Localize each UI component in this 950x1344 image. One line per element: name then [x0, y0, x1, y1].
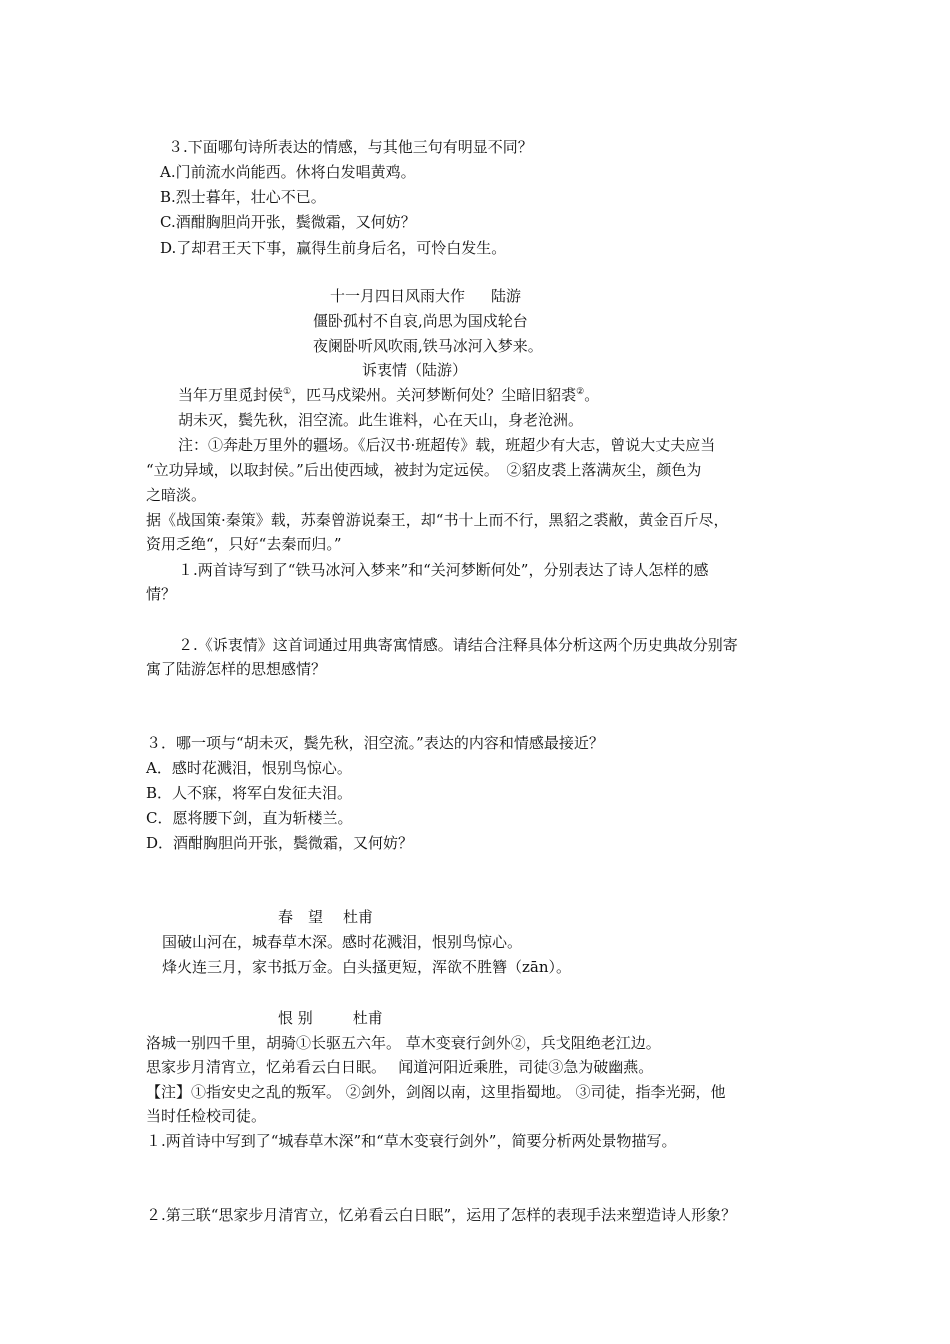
note-line: 【注】①指安史之乱的叛军。 ②剑外，剑阁以南，这里指蜀地。 ③司徒，指李光弼，他 [146, 1083, 726, 1101]
footnote-marker: ② [576, 387, 585, 397]
poem-author: 陆游 [491, 287, 522, 305]
poem-title [330, 286, 521, 306]
question-2: ２.第三联“思家步月清宵立，忆弟看云白日眠”，运用了怎样的表现手法来塑造诗人形象？ [146, 1206, 737, 1224]
question-2: ２.《诉衷情》这首词通过用典寄寓情感。请结合注释具体分析这两个历史典故分别寄 [178, 636, 738, 654]
footnote-marker: ① [283, 387, 292, 397]
question-1-cont: 情？ [146, 585, 177, 603]
poem-line: 夜阑卧听风吹雨,铁马冰河入梦来。 [313, 337, 543, 355]
question-2-cont: 寓了陆游怎样的思想感情？ [146, 660, 327, 678]
poem-author: 杜甫 [352, 1009, 383, 1027]
poem-text: 当年万里觅封侯 [178, 386, 284, 404]
poem-line: 思家步月清宵立，忆弟看云白日眠。 闻道河阳近乘胜，司徒③急为破幽燕。 [146, 1058, 654, 1076]
option-d: D．酒酣胸胆尚开张，鬓微霜，又何妨？ [146, 834, 414, 852]
poem-text: ，匹马戍梁州。关河梦断何处？尘暗旧貂裘 [291, 386, 577, 404]
note-line: 据《战国策·秦策》载，苏秦曾游说秦王，却“书十上而不行，黑貂之裘敝，黄金百斤尽， [146, 511, 729, 529]
question-1: １.两首诗中写到了“城春草木深”和“草木变衰行剑外”，简要分析两处景物描写。 [146, 1132, 677, 1150]
question-1: １.两首诗写到了“铁马冰河入梦来”和“关河梦断何处”，分别表达了诗人怎样的感 [178, 561, 709, 579]
note-line: “立功异域，以取封侯。”后出使西域，被封为定远侯。 ②貂皮裘上落满灰尘，颜色为 [146, 461, 702, 479]
note-line: 当时任检校司徒。 [146, 1107, 267, 1125]
question-3-stem: ３．哪一项与“胡未灭，鬓先秋，泪空流。”表达的内容和情感最接近？ [146, 734, 604, 752]
poem-line: 烽火连三月，家书抵万金。白头搔更短，浑欲不胜簪（zān）。 [162, 958, 572, 976]
question-3-stem: ３.下面哪句诗所表达的情感，与其他三句有明显不同？ [168, 138, 533, 156]
option-c: C.酒酣胸胆尚开张，鬓微霜，又何妨？ [160, 213, 416, 231]
option-c: C．愿将腰下剑，直为斩楼兰。 [146, 809, 353, 827]
poem-line: 国破山河在，城春草木深。感时花溅泪，恨别鸟惊心。 [162, 933, 523, 951]
poem-line [178, 385, 599, 405]
poem-title: 诉衷情（陆游） [362, 361, 468, 379]
note-line: 注：①奔赴万里外的疆场。《后汉书·班超传》载，班超少有大志，曾说大丈夫应当 [178, 436, 716, 454]
poem-line: 僵卧孤村不自哀,尚思为国戍轮台 [313, 312, 528, 330]
poem-title-text: 春 望 [278, 908, 324, 926]
poem-title-text: 十一月四日风雨大作 [330, 287, 466, 305]
poem-text: 。 [584, 386, 600, 404]
poem-line: 胡未灭，鬓先秋，泪空流。此生谁料，心在天山，身老沧洲。 [178, 411, 584, 429]
option-d: D.了却君王天下事，赢得生前身后名，可怜白发生。 [160, 239, 507, 257]
note-line: 资用乏绝“，只好“去秦而归。” [146, 535, 342, 553]
poem-title [278, 1008, 383, 1028]
option-a: A．感时花溅泪，恨别鸟惊心。 [146, 759, 352, 777]
poem-line: 洛城一别四千里，胡骑①长驱五六年。 草木变衰行剑外②，兵戈阻绝老江边。 [146, 1034, 661, 1052]
option-b: B.烈士暮年，壮心不已。 [160, 188, 326, 206]
note-line: 之暗淡。 [146, 486, 207, 504]
option-a: A.门前流水尚能西。休将白发唱黄鸡。 [160, 163, 416, 181]
option-b: B．人不寐，将军白发征夫泪。 [146, 784, 353, 802]
poem-title [278, 907, 373, 927]
poem-title-text: 恨 别 [278, 1009, 313, 1027]
poem-author: 杜甫 [343, 908, 374, 926]
